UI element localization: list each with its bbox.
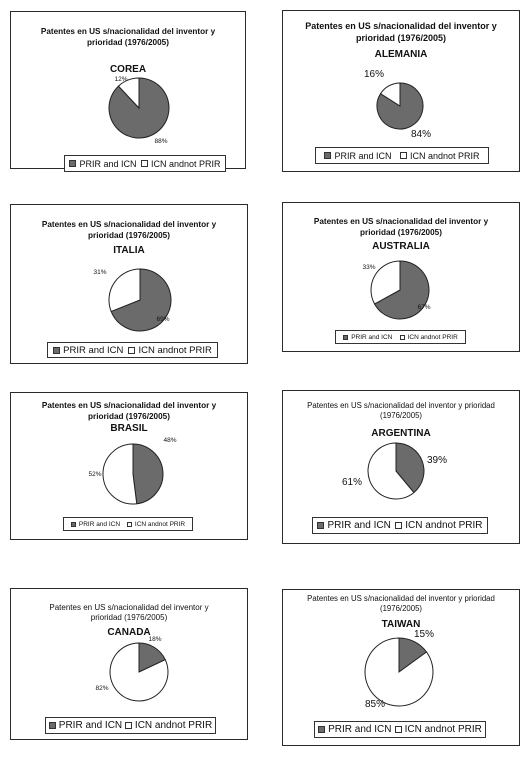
slice-label: 67% bbox=[417, 304, 431, 311]
chart-country: ARGENTINA bbox=[371, 428, 431, 439]
legend-item bbox=[400, 334, 458, 341]
pie-chart bbox=[11, 12, 245, 168]
legend-label: PRIR and ICN bbox=[79, 158, 137, 169]
legend-item bbox=[395, 724, 482, 735]
chart-title: Patentes en US s/nacionalidad del inventor y prioridad (1976/2005) bbox=[307, 401, 495, 420]
legend-item bbox=[127, 521, 185, 528]
legend-label: PRIR and ICN bbox=[327, 520, 391, 531]
legend-swatch bbox=[53, 347, 60, 354]
chart-legend bbox=[47, 342, 218, 358]
chart-title: Patentes en US s/nacionalidad del inventor y prioridad (1976/2005) bbox=[41, 220, 217, 240]
legend-swatch bbox=[317, 522, 324, 529]
legend-swatch bbox=[318, 726, 325, 733]
legend-label: PRIR and ICN bbox=[63, 344, 124, 356]
legend-label: PRIR and ICN bbox=[328, 724, 392, 735]
legend-item bbox=[128, 345, 211, 356]
slice-label: 88% bbox=[154, 138, 168, 145]
legend-label: ICN andnot PRIR bbox=[407, 333, 458, 341]
chart-title: Patentes en US s/nacionalidad del inventor y prioridad (1976/2005) bbox=[49, 603, 209, 623]
chart-legend bbox=[45, 717, 216, 734]
chart-country: ITALIA bbox=[113, 245, 145, 256]
legend-label: PRIR and ICN bbox=[78, 520, 121, 528]
legend-swatch bbox=[49, 722, 56, 729]
chart-country: COREA bbox=[109, 64, 147, 75]
legend-item bbox=[400, 151, 480, 161]
slice-label: 84% bbox=[410, 129, 432, 140]
legend-swatch bbox=[400, 152, 407, 159]
legend-swatch bbox=[324, 152, 331, 159]
slice-label: 15% bbox=[413, 629, 435, 640]
chart-country: BRASIL bbox=[110, 423, 148, 434]
slice-label: 82% bbox=[95, 685, 109, 692]
pie-chart bbox=[283, 203, 519, 351]
legend-swatch bbox=[127, 522, 132, 527]
legend-swatch bbox=[395, 522, 402, 529]
legend-item bbox=[49, 720, 122, 731]
legend-swatch bbox=[400, 335, 405, 340]
legend-item bbox=[343, 334, 392, 341]
legend-swatch bbox=[128, 347, 135, 354]
legend-label: PRIR and ICN bbox=[351, 333, 393, 341]
chart-panel-italia bbox=[10, 204, 248, 364]
legend-item bbox=[141, 159, 221, 169]
legend-label: ICN andnot PRIR bbox=[409, 150, 480, 161]
chart-legend bbox=[315, 147, 489, 164]
chart-country: CANADA bbox=[107, 627, 151, 638]
chart-title: Patentes en US s/nacionalidad del inventor y prioridad (1976/2005) bbox=[305, 21, 497, 43]
legend-item bbox=[69, 159, 136, 169]
legend-label: ICN andnot PRIR bbox=[138, 344, 212, 356]
chart-legend bbox=[312, 517, 488, 534]
chart-country: TAIWAN bbox=[381, 619, 421, 630]
legend-swatch bbox=[141, 160, 148, 167]
legend-item bbox=[324, 151, 391, 161]
legend-item bbox=[395, 520, 482, 531]
slice-label: 12% bbox=[114, 76, 128, 83]
pie-slice-icn-andnot-prir bbox=[103, 444, 137, 504]
slice-label: 52% bbox=[88, 471, 102, 478]
chart-legend bbox=[314, 721, 486, 738]
legend-label: ICN andnot PRIR bbox=[405, 520, 483, 531]
legend-label: ICN andnot PRIR bbox=[134, 520, 186, 528]
legend-label: ICN andnot PRIR bbox=[404, 724, 482, 735]
slice-label: 33% bbox=[362, 264, 376, 271]
slice-label: 61% bbox=[341, 477, 363, 488]
chart-panel-taiwan bbox=[282, 589, 520, 746]
chart-panel-argentina bbox=[282, 390, 520, 544]
legend-swatch bbox=[69, 160, 76, 167]
slice-label: 31% bbox=[93, 269, 107, 276]
pie-slice-prir-and-icn bbox=[133, 444, 163, 504]
chart-country: AUSTRALIA bbox=[372, 241, 430, 252]
legend-item bbox=[125, 720, 212, 731]
legend-item bbox=[71, 521, 120, 528]
slice-label: 39% bbox=[426, 455, 448, 466]
chart-title: Patentes en US s/nacionalidad del inventor y prioridad (1976/2005) bbox=[307, 594, 495, 613]
legend-label: ICN andnot PRIR bbox=[150, 158, 221, 169]
chart-panel-corea bbox=[10, 11, 246, 169]
legend-swatch bbox=[395, 726, 402, 733]
slice-label: 85% bbox=[364, 699, 386, 710]
chart-panel-brasil bbox=[10, 392, 248, 540]
chart-title: Patentes en US s/nacionalidad del inventor y prioridad (1976/2005) bbox=[313, 217, 489, 237]
legend-label: PRIR and ICN bbox=[58, 720, 123, 731]
chart-panel-australia bbox=[282, 202, 520, 352]
legend-label: PRIR and ICN bbox=[334, 150, 392, 161]
legend-swatch bbox=[71, 522, 76, 527]
legend-swatch bbox=[343, 335, 348, 340]
legend-item bbox=[318, 724, 391, 735]
slice-label: 48% bbox=[163, 437, 177, 444]
slice-label: 69% bbox=[156, 316, 170, 323]
chart-title: Patentes en US s/nacionalidad del inventor y prioridad (1976/2005) bbox=[40, 27, 216, 47]
pie-chart bbox=[11, 205, 247, 363]
slice-label: 16% bbox=[363, 69, 385, 80]
chart-title: Patentes en US s/nacionalidad del inventor y prioridad (1976/2005) bbox=[41, 401, 217, 421]
legend-label: ICN andnot PRIR bbox=[134, 720, 213, 731]
chart-panel-canada bbox=[10, 588, 248, 740]
legend-swatch bbox=[125, 722, 132, 729]
chart-country: ALEMANIA bbox=[374, 49, 428, 60]
chart-legend bbox=[63, 517, 193, 531]
chart-panel-alemania bbox=[282, 10, 520, 172]
legend-item bbox=[317, 520, 390, 531]
chart-legend bbox=[64, 155, 226, 172]
legend-item bbox=[53, 345, 123, 356]
slice-label: 18% bbox=[148, 636, 162, 643]
chart-legend bbox=[335, 330, 466, 344]
